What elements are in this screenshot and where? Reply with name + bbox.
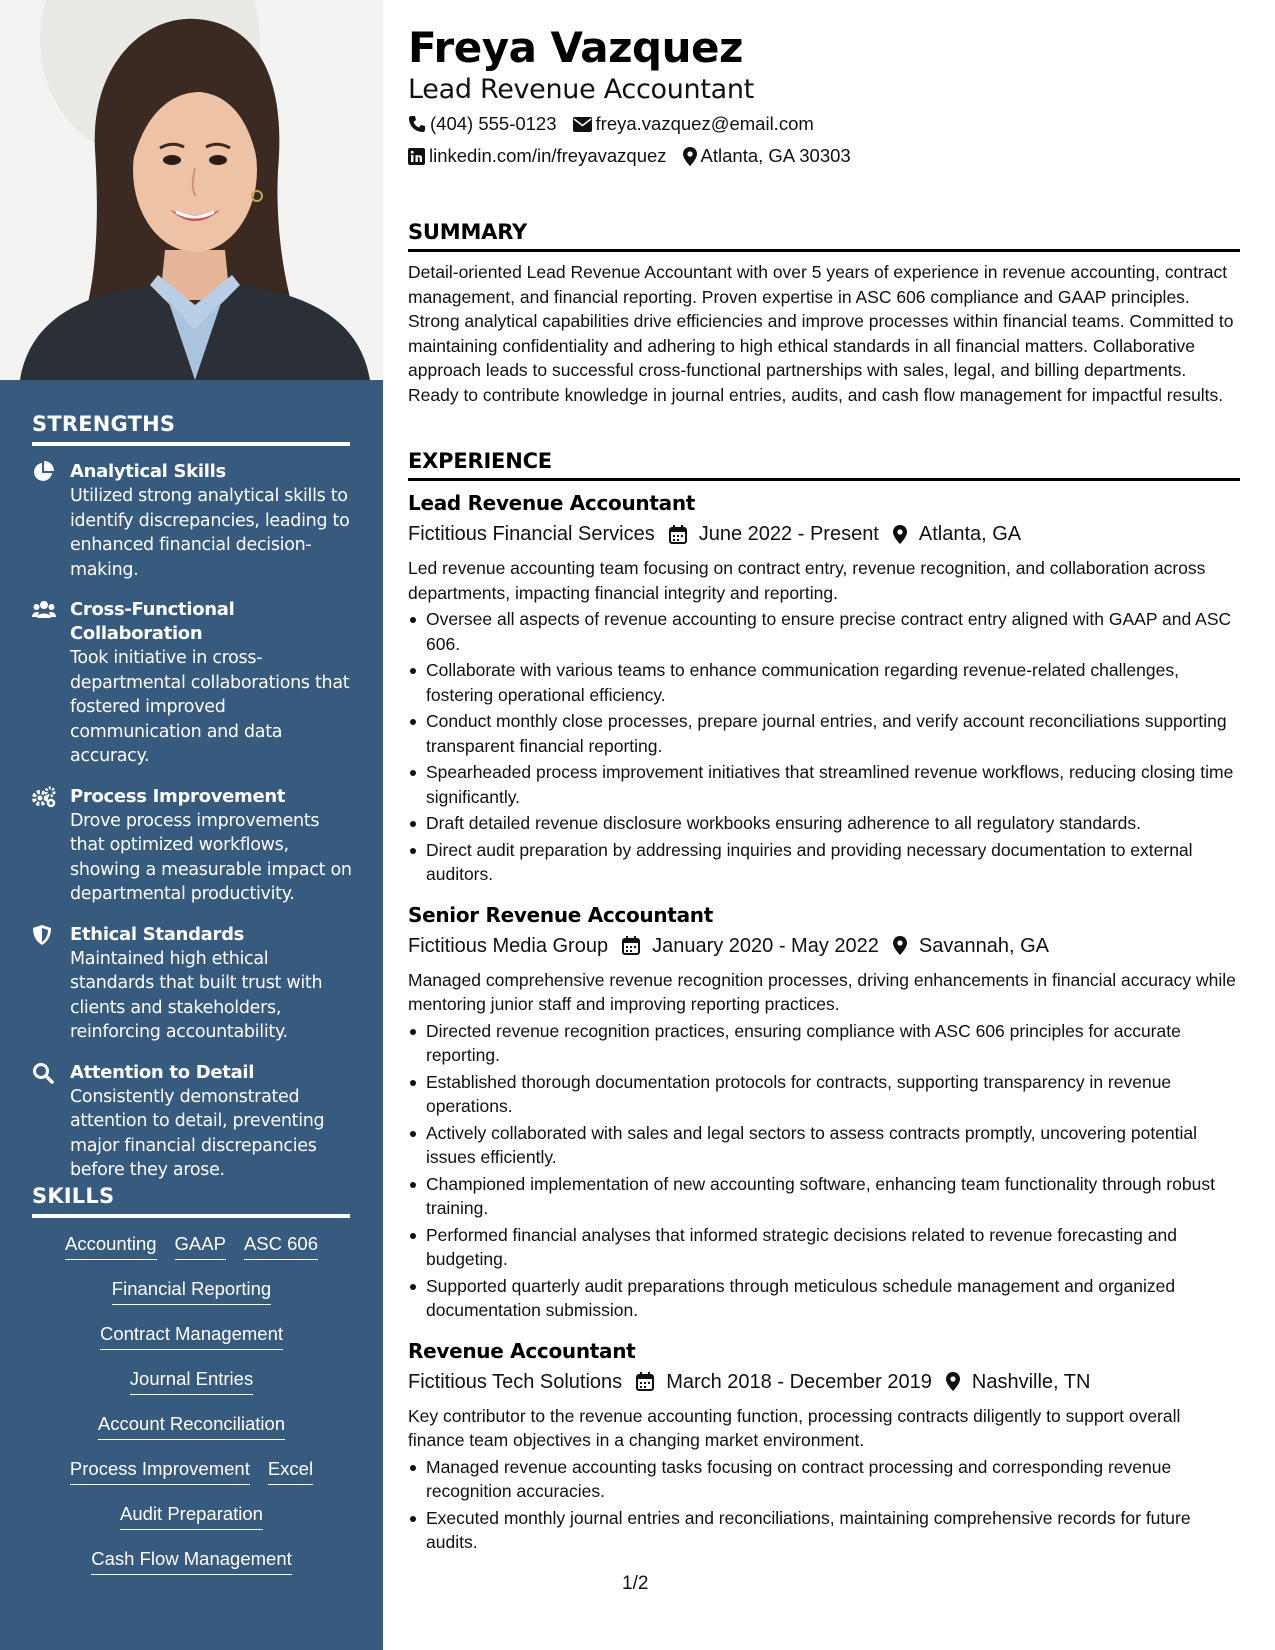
skills-row <box>0 1277 383 1322</box>
job-bullet: Direct audit preparation by addressing inquiries and providing necessary documentation to external auditors. <box>408 838 1240 887</box>
skill-tag: ASC 606 <box>244 1232 318 1260</box>
skills-row <box>0 1367 383 1412</box>
strength-description: Took initiative in cross-departmental collaborations that fostered improved communication and data accuracy. <box>70 648 350 766</box>
job-dates: June 2022 - Present <box>698 523 879 545</box>
skill-tag: Process Improvement <box>70 1457 250 1485</box>
strength-item <box>32 923 352 1045</box>
calendar-icon <box>622 936 652 955</box>
map-pin-icon <box>893 525 919 544</box>
gears-icon <box>32 785 70 907</box>
strength-title: Cross-Functional Collaboration <box>70 599 235 644</box>
strength-description: Drove process improvements that optimized workflows, showing a measurable impact on departmental productivity. <box>70 810 352 904</box>
summary-text: Detail-oriented Lead Revenue Accountant with over 5 years of experience in revenue accounting, contract management, and financial reporting. Proven expertise in ASC 606 compliance and GAAP principles. Strong analytical capabilities drive efficiencies and improve processes within financial teams. Committed to maintaining confidentiality and adhering to high ethical standards in all financial matters. Collaborative approach leads to successful cross-functional partnerships with sales, legal, and billing departments. Ready to contribute knowledge in journal entries, audits, and cash flow management for impactful results. <box>408 262 1234 405</box>
strength-title: Process Improvement <box>70 785 286 807</box>
contact-email[interactable] <box>573 113 814 135</box>
contact-phone[interactable] <box>408 113 557 135</box>
skill-tag: Contract Management <box>100 1322 283 1350</box>
skills-row <box>0 1322 383 1367</box>
job-description: Managed comprehensive revenue recognition processes, driving enhancements in financial accuracy while mentoring junior staff and improving reporting practices. <box>408 969 1236 1014</box>
calendar-icon <box>669 525 699 544</box>
calendar-icon <box>636 1372 666 1391</box>
linkedin-icon <box>408 148 429 165</box>
skills-row <box>0 1457 383 1502</box>
page-number: 1/2 <box>622 1573 649 1594</box>
skill-tag: GAAP <box>175 1232 226 1260</box>
job-dates-group <box>669 519 879 549</box>
strength-title: Ethical Standards <box>70 923 245 945</box>
job-entry <box>408 901 1240 1323</box>
search-icon <box>32 1061 70 1183</box>
experience-list <box>408 489 1240 1569</box>
job-bullet: Supported quarterly audit preparations through meticulous schedule management and organized documentation submission. <box>408 1274 1240 1323</box>
strength-title: Analytical Skills <box>70 461 226 482</box>
envelope-icon <box>573 117 596 132</box>
job-bullet: Oversee all aspects of revenue accounting to ensure precise contract entry aligned with GAAP and ASC 606. <box>408 607 1240 656</box>
job-title: Revenue Accountant <box>408 1338 636 1363</box>
job-dates-group <box>636 1367 932 1397</box>
phone-number: (404) 555-0123 <box>430 113 557 134</box>
skill-tag: Cash Flow Management <box>91 1547 292 1575</box>
skills-row <box>0 1232 383 1277</box>
sidebar-panel <box>0 380 383 1650</box>
strength-description: Maintained high ethical standards that built trust with clients and stakeholders, reinforcing accountability. <box>70 948 323 1042</box>
contact-row <box>408 113 830 135</box>
job-entry <box>408 1337 1240 1555</box>
skill-tag: Excel <box>268 1457 313 1485</box>
job-title: Senior Revenue Accountant <box>408 902 713 927</box>
strengths-list <box>32 460 352 1199</box>
strength-title: Attention to Detail <box>70 1061 255 1083</box>
job-company: Fictitious Tech Solutions <box>408 1370 623 1393</box>
skill-tag: Accounting <box>65 1232 157 1260</box>
skill-tag: Audit Preparation <box>120 1502 263 1530</box>
job-bullets <box>408 1455 1240 1555</box>
job-bullet: Draft detailed revenue disclosure workbooks ensuring adherence to all regulatory standards. <box>408 811 1240 836</box>
job-meta <box>408 931 1240 961</box>
job-company: Fictitious Media Group <box>408 934 609 957</box>
strength-item <box>32 785 352 907</box>
job-bullet: Spearheaded process improvement initiatives that streamlined revenue workflows, reducing closing time significantly. <box>408 760 1240 809</box>
strength-item <box>32 460 352 582</box>
contact-row <box>408 145 867 167</box>
skills-row <box>0 1502 383 1547</box>
job-bullets <box>408 1019 1240 1323</box>
phone-icon <box>408 115 430 133</box>
skill-tag: Account Reconciliation <box>98 1412 285 1440</box>
job-bullet: Conduct monthly close processes, prepare journal entries, and verify account reconciliations supporting transparent financial reporting. <box>408 709 1240 758</box>
job-bullet: Performed financial analyses that informed strategic decisions related to revenue forecasting and budgeting. <box>408 1223 1240 1272</box>
job-location: Atlanta, GA <box>918 523 1022 545</box>
skills-list <box>0 1232 383 1592</box>
skill-tag: Financial Reporting <box>112 1277 271 1305</box>
pie-chart-icon <box>32 460 70 582</box>
summary-heading: SUMMARY <box>408 220 1240 252</box>
job-bullet: Established thorough documentation protocols for contracts, supporting transparency in revenue operations. <box>408 1070 1240 1119</box>
job-meta <box>408 1367 1240 1397</box>
job-location-group <box>893 519 1021 549</box>
location-text: Atlanta, GA 30303 <box>700 145 851 166</box>
profile-photo-illustration <box>0 0 383 380</box>
shield-icon <box>32 923 70 1045</box>
candidate-name: Freya Vazquez <box>408 23 743 72</box>
job-bullet: Managed revenue accounting tasks focusing on contract processing and corresponding revenue recognition accuracies. <box>408 1455 1240 1504</box>
job-title: Lead Revenue Accountant <box>408 491 696 515</box>
map-pin-icon <box>893 936 919 955</box>
experience-heading: EXPERIENCE <box>408 449 1240 481</box>
job-bullets <box>408 607 1240 887</box>
linkedin-url: linkedin.com/in/freyavazquez <box>429 145 667 166</box>
job-description: Key contributor to the revenue accounting function, processing contracts diligently to support overall finance team objectives in a changing market environment. <box>408 1405 1181 1450</box>
profile-photo <box>0 0 383 380</box>
job-bullet: Directed revenue recognition practices, ensuring compliance with ASC 606 principles for accurate reporting. <box>408 1019 1240 1068</box>
skill-tag: Journal Entries <box>130 1367 253 1395</box>
job-bullet: Executed monthly journal entries and reconciliations, maintaining comprehensive records for future audits. <box>408 1506 1240 1555</box>
job-location-group <box>893 931 1049 961</box>
email-address: freya.vazquez@email.com <box>595 113 814 134</box>
job-dates: March 2018 - December 2019 <box>666 1370 932 1393</box>
users-icon <box>32 598 70 769</box>
skills-row <box>0 1547 383 1592</box>
skills-row <box>0 1412 383 1457</box>
job-meta <box>408 519 1240 549</box>
strength-item <box>32 1061 352 1183</box>
job-location: Savannah, GA <box>918 934 1049 957</box>
job-bullet: Championed implementation of new accounting software, enhancing team functionality through robust training. <box>408 1172 1240 1221</box>
strength-description: Utilized strong analytical skills to identify discrepancies, leading to enhanced financial decision-making. <box>70 486 350 580</box>
strength-description: Consistently demonstrated attention to detail, preventing major financial discrepancies before they arose. <box>70 1086 325 1180</box>
skills-heading: SKILLS <box>32 1184 350 1218</box>
strengths-heading: STRENGTHS <box>32 412 350 446</box>
map-pin-icon <box>683 147 701 166</box>
job-dates: January 2020 - May 2022 <box>652 934 879 957</box>
job-bullet: Collaborate with various teams to enhance communication regarding revenue-related challenges, fostering operational efficiency. <box>408 658 1240 707</box>
job-entry <box>408 489 1240 887</box>
strength-item <box>32 598 352 769</box>
job-description: Led revenue accounting team focusing on contract entry, revenue recognition, and collaboration across departments, impacting financial integrity and reporting. <box>408 558 1206 603</box>
candidate-title: Lead Revenue Accountant <box>408 74 754 105</box>
job-location-group <box>946 1367 1091 1397</box>
sidebar <box>0 0 383 1650</box>
contact-linkedin[interactable] <box>408 145 667 167</box>
job-location: Nashville, TN <box>971 1370 1091 1393</box>
job-company: Fictitious Financial Services <box>408 523 655 545</box>
main-content <box>408 0 1240 1650</box>
job-bullet: Actively collaborated with sales and legal sectors to assess contracts promptly, uncovering potential issues efficiently. <box>408 1121 1240 1170</box>
map-pin-icon <box>946 1372 972 1391</box>
job-dates-group <box>622 931 879 961</box>
contact-location <box>683 145 851 167</box>
